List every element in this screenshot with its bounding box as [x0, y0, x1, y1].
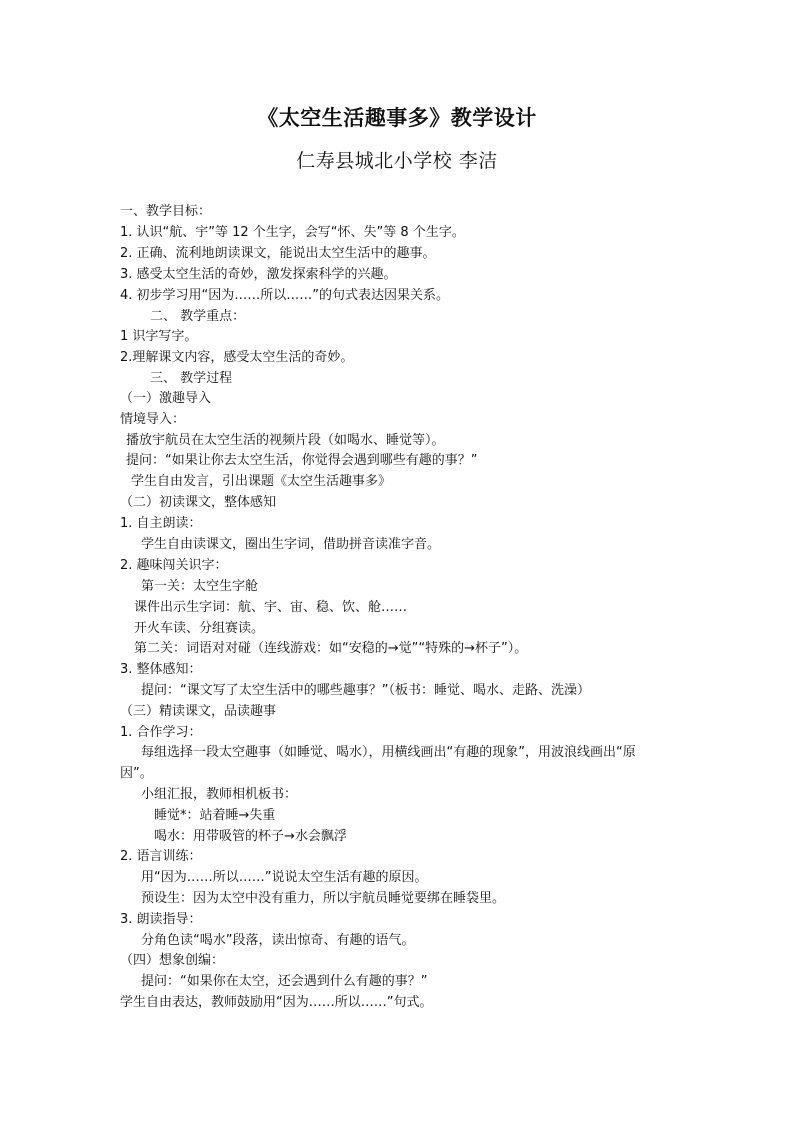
- body-line: 2. 趣味闯关识字：: [120, 558, 228, 573]
- body-line: 因”。: [120, 766, 153, 781]
- body-line: 2. 正确、流利地朗读课文，能说出太空生活中的趣事。: [120, 246, 436, 261]
- body-line: 3. 朗读指导：: [120, 912, 202, 927]
- body-line: 情境导入：: [120, 412, 186, 427]
- body-line: 小组汇报，教师相机板书：: [141, 787, 298, 802]
- body-line: 每组选择一段太空趣事（如睡觉、喝水），用横线画出“有趣的现象”，用波浪线画出“原: [141, 745, 636, 760]
- section-heading: 三、 教学过程: [150, 371, 233, 386]
- body-line: 提问：“课文写了太空生活中的哪些趣事？”（板书：睡觉、喝水、走路、洗澡）: [141, 683, 590, 698]
- body-line: 第二关：词语对对碰（连线游戏：如“安稳的→觉”“特殊的→杯子”）。: [134, 641, 528, 656]
- body-line: 3. 整体感知：: [120, 662, 202, 677]
- body-line: 2. 语言训练：: [120, 849, 202, 864]
- body-line: 一、教学目标：: [120, 204, 212, 219]
- subsection-heading: （一）激趣导入: [120, 391, 212, 406]
- body-line: 1. 自主朗读：: [120, 516, 202, 531]
- body-line: 3. 感受太空生活的奇妙，激发探索科学的兴趣。: [120, 267, 397, 282]
- body-line: 预设生：因为太空中没有重力，所以宇航员睡觉要绑在睡袋里。: [141, 891, 506, 906]
- body-line: 学生自由表达，教师鼓励用“因为……所以……”句式。: [120, 995, 433, 1010]
- body-line: 分角色读“喝水”段落，读出惊奇、有趣的语气。: [141, 933, 415, 948]
- body-line: 提问：“如果你在太空，还会遇到什么有趣的事？”: [141, 974, 428, 989]
- body-line: 1 识字写字。: [120, 329, 198, 344]
- body-line: 课件出示生字词：航、宇、宙、稳、饮、舱……: [134, 600, 408, 615]
- body-line: 喝水：用带吸管的杯子→水会飘浮: [154, 829, 347, 844]
- body-line: 用“因为……所以……”说说太空生活有趣的原因。: [141, 870, 428, 885]
- body-line: 2.理解课文内容，感受太空生活的奇妙。: [120, 350, 354, 365]
- body-line: 学生自由读课文，圈出生字词，借助拼音读准字音。: [141, 537, 441, 552]
- body-line: 播放宇航员在太空生活的视频片段（如喝水、睡觉等）。: [126, 433, 445, 448]
- subsection-heading: （四）想象创编：: [120, 953, 225, 968]
- author-line: 仁寿县城北小学校 李洁: [296, 150, 498, 172]
- subsection-heading: （二）初读课文，整体感知: [120, 495, 277, 510]
- body-line: 第一关：太空生字舱: [141, 579, 259, 594]
- body-line: 4. 初步学习用“因为……所以……”的句式表达因果关系。: [120, 288, 450, 303]
- body-line: 开火车读、分组赛读。: [134, 621, 265, 636]
- body-line: 睡觉*：站着睡→失重: [154, 808, 276, 823]
- body-line: 提问：“如果让你去太空生活，你觉得会遇到哪些有趣的事？”: [126, 453, 478, 468]
- body-line: 1. 合作学习：: [120, 725, 202, 740]
- subsection-heading: （三）精读课文，品读趣事: [120, 704, 277, 719]
- section-heading: 二、 教学重点：: [150, 309, 246, 324]
- body-line: 1. 认识“航、宇”等 12 个生字，会写“怀、失”等 8 个生字。: [120, 225, 465, 240]
- body-line: 学生自由发言，引出课题《太空生活趣事多》: [131, 474, 392, 489]
- document-title: 《太空生活趣事多》教学设计: [257, 106, 537, 130]
